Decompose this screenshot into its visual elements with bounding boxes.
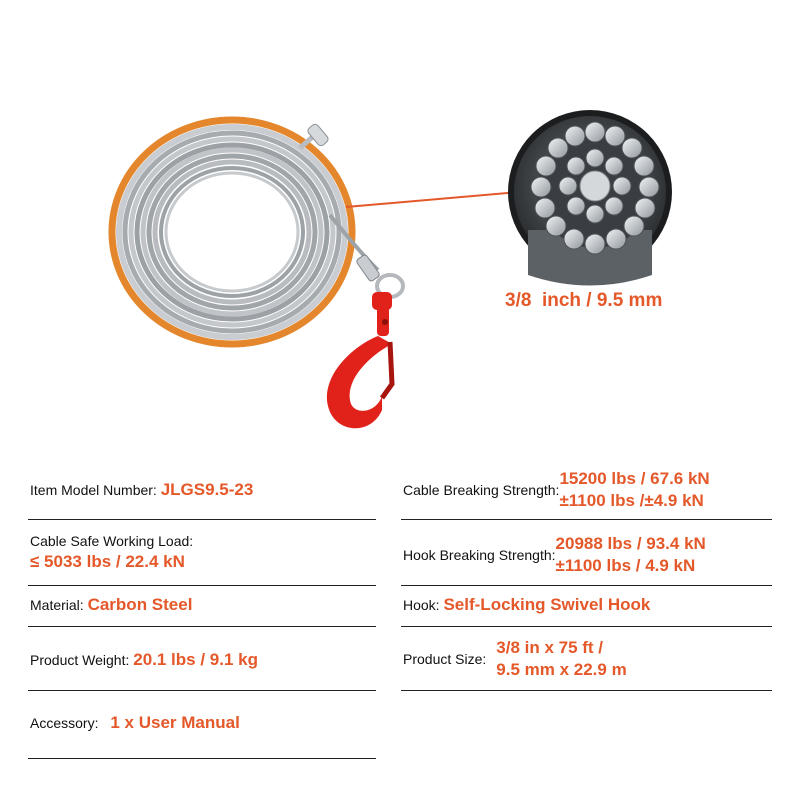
spec-size-value-1: 3/8 in x 75 ft / [496, 638, 604, 657]
spec-cable-breaking-value-2: ±1100 lbs /±4.9 kN [559, 491, 704, 510]
spec-hook-label: Hook: [403, 597, 440, 613]
spec-hook [403, 595, 650, 615]
divider [28, 585, 376, 586]
spec-weight-label: Product Weight: [30, 652, 130, 668]
divider [28, 758, 376, 759]
spec-cable-breaking-value-1: 15200 lbs / 67.6 kN [559, 469, 710, 488]
spec-accessory-label: Accessory: [30, 715, 99, 731]
spec-cable-breaking [403, 468, 710, 512]
spec-weight [30, 650, 258, 670]
spec-accessory-value: 1 x User Manual [110, 713, 240, 732]
spec-size [403, 637, 627, 681]
spec-hook-breaking-value-1: 20988 lbs / 93.4 kN [555, 534, 706, 553]
cable-diameter-label: 3/8 inch / 9.5 mm [505, 290, 663, 311]
spec-cable-breaking-label: Cable Breaking Strength: [403, 482, 560, 498]
spec-model [30, 480, 253, 500]
swivel-hook-icon [327, 292, 392, 428]
divider [28, 626, 376, 627]
callout-line [346, 192, 519, 207]
cable-coil [112, 120, 403, 344]
spec-material [30, 595, 192, 615]
divider [401, 626, 772, 627]
spec-accessory [30, 713, 240, 733]
spec-safe-load-label: Cable Safe Working Load: [30, 533, 194, 549]
spec-hook-breaking [403, 533, 706, 577]
cable-cross-section [508, 110, 672, 286]
divider [28, 690, 376, 691]
spec-size-value-2: 9.5 mm x 22.9 m [496, 660, 627, 679]
spec-hook-breaking-value-2: ±1100 lbs / 4.9 kN [555, 556, 696, 575]
divider [401, 690, 772, 691]
divider [28, 519, 376, 520]
spec-safe-load-value: ≤ 5033 lbs / 22.4 kN [30, 552, 185, 571]
spec-model-value: JLGS9.5-23 [160, 480, 254, 499]
spec-model-label: Item Model Number: [30, 482, 157, 498]
spec-material-label: Material: [30, 597, 84, 613]
divider [401, 519, 772, 520]
spec-weight-value: 20.1 lbs / 9.1 kg [133, 650, 258, 669]
spec-hook-breaking-label: Hook Breaking Strength: [403, 547, 556, 563]
spec-size-label: Product Size: [403, 651, 487, 667]
spec-material-value: Carbon Steel [87, 595, 193, 614]
spec-hook-value: Self-Locking Swivel Hook [443, 595, 651, 614]
divider [401, 585, 772, 586]
spec-safe-load [30, 533, 193, 572]
